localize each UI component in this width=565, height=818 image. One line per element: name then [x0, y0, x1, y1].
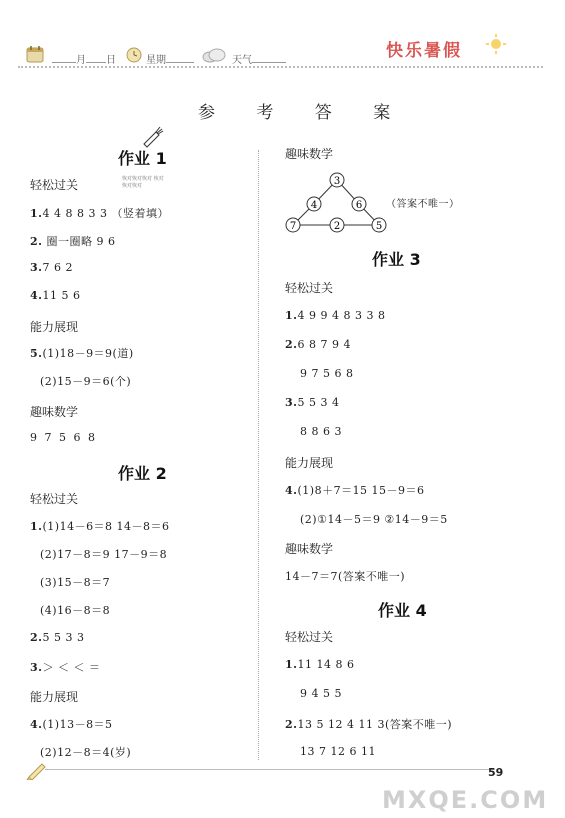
- hw2-section-easy: 轻松过关: [30, 492, 79, 506]
- hw2-q1d: (4)16－8＝8: [40, 604, 111, 617]
- homework-3-title: 作业 3: [372, 250, 421, 269]
- hw3-q2b: 9 7 5 6 8: [300, 367, 354, 380]
- brand-logo: 快乐暑假: [386, 41, 462, 61]
- hw3-section-fun: 趣味数学: [285, 542, 334, 556]
- page-title: 参 考 答 案: [198, 103, 409, 123]
- hw3-q3b: 8 8 6 3: [300, 425, 342, 438]
- hw3-fun-answer: 14－7＝7(答案不唯一): [285, 570, 406, 583]
- cloud-icon: [201, 47, 227, 67]
- hw3-section-ability: 能力展现: [285, 456, 334, 470]
- hw1-q5a: 5.(1)18－9＝9(道): [30, 347, 134, 360]
- watermark-logo: MXQE.COM: [382, 786, 549, 814]
- tri-label: 3: [333, 176, 341, 187]
- header-divider: [18, 66, 543, 68]
- hw2-q1a: 1.(1)14－6＝8 14－8＝6: [30, 520, 170, 533]
- day-label: 日: [106, 55, 116, 66]
- weekday-label: 星期: [146, 55, 166, 66]
- calendar-icon: [26, 45, 44, 67]
- hw3-q4a: 4.(1)8＋7＝15 15－9＝6: [285, 484, 425, 497]
- hw3-q2a: 2.6 8 7 9 4: [285, 338, 351, 351]
- page-number: 59: [488, 766, 504, 779]
- footer-line: [45, 769, 495, 770]
- hw2-q1b: (2)17－8＝9 17－9＝8: [40, 548, 168, 561]
- stamp-note: 恢对恢对恢对 恢对恢对恢对: [122, 176, 164, 189]
- hw4-q2b: 13 7 12 6 11: [300, 745, 376, 758]
- hw3-section-easy: 轻松过关: [285, 281, 334, 295]
- tri-label: 6: [355, 200, 363, 211]
- hw2-q1c: (3)15－8＝7: [40, 576, 111, 589]
- hw2-section-ability: 能力展现: [30, 690, 79, 704]
- hw1-q2: 2. 圈一圈略 9 6: [30, 235, 116, 248]
- number-triangle: [280, 168, 390, 234]
- hw4-section-easy: 轻松过关: [285, 630, 334, 644]
- hw2-q3: 3.＞ ＜ ＜ ＝: [30, 661, 101, 674]
- weather-label: 天气: [232, 55, 252, 66]
- hw1-q4: 4.11 5 6: [30, 289, 81, 302]
- hw1-q5b: (2)15－9＝6(个): [40, 375, 132, 388]
- clock-icon: [126, 47, 142, 67]
- hw1-section-fun: 趣味数学: [30, 405, 79, 419]
- hw4-q2a: 2.13 5 12 4 11 3(答案不唯一): [285, 718, 453, 731]
- hw1-fun-answer: 9 7 5 6 8: [30, 431, 97, 444]
- hw3-q1: 1.4 9 9 4 8 3 3 8: [285, 309, 386, 322]
- hw2-q4a: 4.(1)13－8＝5: [30, 718, 113, 731]
- hw4-q1a: 1.11 14 8 6: [285, 658, 355, 671]
- hw1-q1: 1.4 4 8 8 3 3 （竖着填）: [30, 207, 169, 220]
- month-label: 月: [76, 55, 86, 66]
- hw4-q1b: 9 4 5 5: [300, 687, 342, 700]
- hw1-section-ability: 能力展现: [30, 320, 79, 334]
- homework-1-title: 作业 1: [118, 149, 167, 168]
- tri-label: 5: [375, 221, 383, 232]
- hw3-q4b: (2)①14－5＝9 ②14－9＝5: [300, 513, 448, 526]
- tri-label: 4: [310, 200, 318, 211]
- homework-2-title: 作业 2: [118, 464, 167, 483]
- hw2-q2: 2.5 5 3 3: [30, 631, 85, 644]
- hw1-q3: 3.7 6 2: [30, 261, 73, 274]
- fun-math-heading: 趣味数学: [285, 147, 334, 161]
- hw2-q4b: (2)12－8＝4(岁): [40, 746, 132, 759]
- tri-label: 7: [289, 221, 297, 232]
- sun-icon: [486, 34, 506, 58]
- tri-label: 2: [333, 221, 341, 232]
- pencil-icon: [26, 760, 48, 784]
- hw3-q3a: 3.5 5 3 4: [285, 396, 340, 409]
- homework-4-title: 作业 4: [378, 601, 427, 620]
- hw1-section-easy: 轻松过关: [30, 178, 79, 192]
- column-divider: [258, 150, 259, 760]
- triangle-note: （答案不唯一）: [386, 199, 460, 210]
